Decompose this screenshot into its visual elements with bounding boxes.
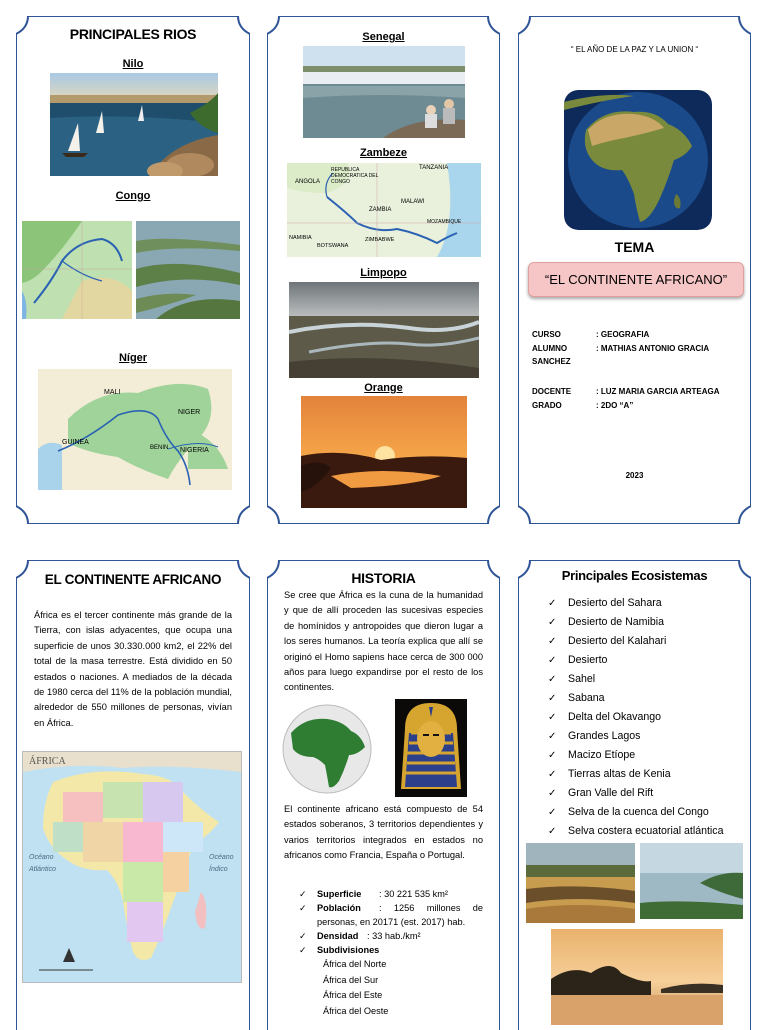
panel-principales-rios bbox=[16, 16, 250, 524]
info-grado-label: GRADO bbox=[532, 401, 562, 410]
stat-densidad bbox=[299, 929, 483, 943]
panel-title: EL CONTINENTE AFRICANO bbox=[44, 572, 222, 587]
subdivision-item: África del Sur bbox=[323, 974, 379, 985]
zambeze-map-label-tanzania: TANZANIA bbox=[419, 165, 449, 171]
tema-title: “EL CONTINENTE AFRICANO” bbox=[544, 272, 728, 287]
river-label-congo: Congo bbox=[115, 190, 151, 202]
panel-ecosistemas bbox=[518, 560, 751, 1030]
stat-label: Superficie bbox=[317, 889, 362, 899]
congo-aerial-photo bbox=[136, 221, 240, 319]
info-docente bbox=[532, 385, 720, 398]
niger-map bbox=[38, 369, 232, 490]
info-grado bbox=[532, 399, 633, 412]
subdivision-item: África del Oeste bbox=[323, 1005, 389, 1016]
map-ocean-atlantic-label: Océano Atlántico bbox=[29, 854, 56, 873]
senegal-photo bbox=[303, 46, 465, 138]
niger-map-label-benin: BENIN bbox=[150, 445, 169, 451]
year: 2023 bbox=[625, 471, 644, 480]
panel-title: Principales Ecosistemas bbox=[561, 568, 708, 583]
subdivision-item: África del Este bbox=[323, 990, 383, 1000]
ecosystem-item: ✓ Grandes Lagos bbox=[548, 727, 723, 746]
zambeze-map-label-malawi: MALAWI bbox=[401, 199, 425, 205]
niger-map-label-niger: NIGER bbox=[178, 409, 201, 416]
info-alumno bbox=[532, 342, 709, 368]
map-ocean-indian-label: Océano Índico bbox=[209, 854, 234, 873]
stat-poblacion bbox=[299, 901, 483, 929]
panel-portada bbox=[518, 16, 751, 524]
info-docente-label: DOCENTE bbox=[532, 387, 572, 396]
africa-political-map bbox=[22, 751, 242, 983]
subdivision-item: África del Norte bbox=[323, 959, 387, 969]
ecosystem-item: ✓ Gran Valle del Rift bbox=[548, 784, 723, 803]
panel-continente-africano bbox=[16, 560, 250, 1030]
info-grado-value: : 2DO “A” bbox=[596, 401, 634, 410]
zambeze-map-label-angola: ANGOLA bbox=[295, 179, 321, 185]
ecosystem-item: ✓ Sabana bbox=[548, 689, 723, 708]
ecosystem-item: ✓ Macizo Etíope bbox=[548, 746, 723, 765]
panel-historia bbox=[267, 560, 500, 1030]
stat-label: Población bbox=[317, 903, 361, 913]
niger-map-label-guinea: GUINEA bbox=[62, 439, 89, 446]
info-alumno-value: : MATHIAS ANTONIO GRACIA bbox=[596, 344, 710, 353]
river-label-orange: Orange bbox=[364, 382, 403, 394]
estados-text: El continente africano está compuesto de 54 estados soberanos, 3 territorios dependientes y varios territorios integrados en estados no africanos como Francia, España o Portugal. bbox=[284, 804, 483, 861]
ecosystem-item: ✓ Desierto del Kalahari bbox=[548, 632, 723, 651]
map-title: ÁFRICA bbox=[29, 756, 66, 767]
zambeze-map-label-zambia: ZAMBIA bbox=[369, 207, 392, 213]
panel-title: HISTORIA bbox=[351, 570, 416, 586]
panel-rios-continuacion bbox=[267, 16, 500, 524]
ecosystem-item: ✓ Delta del Okavango bbox=[548, 708, 723, 727]
stat-value: : 1256 millones de personas, en 20171 (est. 2017) hab. bbox=[317, 903, 483, 927]
ecosystem-item: ✓ Tierras altas de Kenia bbox=[548, 765, 723, 784]
river-label-zambeze: Zambeze bbox=[359, 147, 408, 159]
zambeze-map bbox=[287, 163, 481, 257]
info-docente-value: : LUZ MARIA GARCIA ARTEAGA bbox=[596, 387, 720, 396]
info-alumno-value-cont: SANCHEZ bbox=[532, 357, 571, 366]
ecosystem-item: ✓ Selva de la cuenca del Congo bbox=[548, 803, 723, 822]
zambeze-map-label-zimbabwe: ZIMBABWE bbox=[365, 237, 395, 243]
info-curso-value: : GEOGRAFIA bbox=[596, 330, 650, 339]
stats-list bbox=[299, 887, 483, 1019]
great-lakes-photo bbox=[640, 843, 743, 919]
info-curso bbox=[532, 328, 649, 341]
panel-title: PRINCIPALES RIOS bbox=[69, 26, 197, 42]
river-label-niger: Níger bbox=[118, 352, 148, 364]
ecosystem-item: ✓ Desierto del Sahara bbox=[548, 594, 723, 613]
tutankhamun-mask-image bbox=[395, 699, 467, 797]
limpopo-photo bbox=[289, 282, 479, 378]
congo-map bbox=[22, 221, 132, 319]
stat-value: : 30 221 535 km² bbox=[379, 889, 448, 899]
stat-superficie bbox=[299, 887, 483, 901]
africa-globe-icon bbox=[281, 703, 373, 795]
info-curso-label: CURSO bbox=[532, 330, 561, 339]
river-label-senegal: Senegal bbox=[362, 31, 405, 43]
motto: “ EL AÑO DE LA PAZ Y LA UNION “ bbox=[570, 45, 699, 54]
river-label-limpopo: Limpopo bbox=[360, 267, 407, 279]
tema-label: TEMA bbox=[614, 239, 655, 255]
zambeze-map-label-namibia: NAMIBIA bbox=[289, 235, 312, 241]
niger-map-label-nigeria: NIGERIA bbox=[180, 447, 209, 454]
ecosystem-item: ✓ Selva costera ecuatorial atlántica bbox=[548, 822, 723, 841]
stat-subdivisiones bbox=[299, 943, 483, 957]
zambeze-map-label-botswana: BOTSWANA bbox=[317, 243, 349, 249]
stat-value: : 33 hab./km² bbox=[367, 931, 421, 941]
africa-globe-image bbox=[564, 90, 712, 230]
zambeze-map-label-mozambique: MOZAMBIQUE bbox=[427, 219, 462, 225]
niger-map-label-mali: MALI bbox=[104, 389, 121, 396]
ecosystem-item: ✓ Sahel bbox=[548, 670, 723, 689]
ecosystem-list bbox=[548, 594, 723, 841]
stat-label: Subdivisiones bbox=[317, 945, 380, 955]
info-alumno-label: ALUMNO bbox=[532, 344, 568, 353]
ecosystem-item: ✓ Desierto de Namibia bbox=[548, 613, 723, 632]
zambeze-map-label-rdc: REPUBLICA DEMOCRATICA DEL CONGO bbox=[331, 167, 379, 185]
river-label-nilo: Nilo bbox=[122, 58, 144, 70]
ecosystem-item: ✓ Desierto bbox=[548, 651, 723, 670]
nile-photo bbox=[50, 73, 218, 176]
continent-description: África es el tercer continente más grande de la Tierra, con islas adyacentes, que ocupa una superficie de unos 30.330.000 km2, el 22% del total de la masa terrestre. Está dividido en 50 estados o naciones. A mediados de la década de 1980 cerca del 11% de la población mundial, alrededor de 550 millones de personas, vivían en África. bbox=[34, 610, 232, 728]
stat-label: Densidad bbox=[317, 931, 359, 941]
historia-text: Se cree que África es la cuna de la humanidad y que de allí proceden las sucesivas especies de homínidos y antropoides que dieron lugar a los seres humanos. La teoría explica que allí se originó el Homo sapiens hace cerca de 300 000 años para luego expandirse por el resto de los continentes. bbox=[284, 590, 483, 693]
lake-sunset-photo bbox=[551, 929, 723, 1025]
tema-box bbox=[528, 262, 744, 297]
savanna-photo bbox=[526, 843, 635, 923]
orange-river-photo bbox=[301, 396, 467, 508]
